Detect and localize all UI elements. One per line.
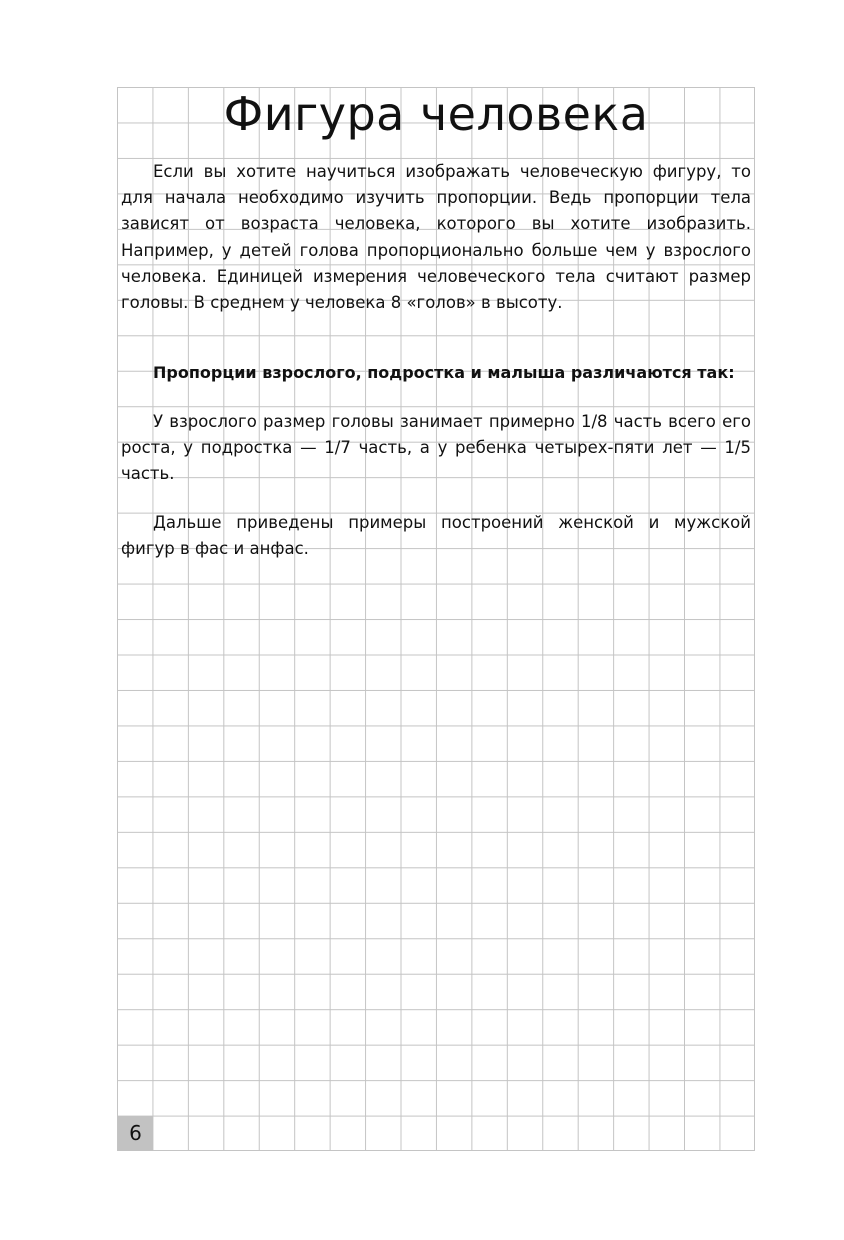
page-title: Фигура человека bbox=[223, 87, 649, 141]
proportions-paragraph: У взрослого размер головы занимает примерно 1/8 часть всего его роста, у подростка — 1/7 часть, а у ребенка четырех-пяти лет — 1/5 часть. bbox=[121, 412, 751, 484]
examples-paragraph: Дальше приведены примеры построений женской и мужской фигур в фас и анфас. bbox=[121, 513, 751, 559]
proportions-subheading: Пропорции взрослого, подростка и малыша различаются так: bbox=[153, 363, 735, 382]
page-number: 6 bbox=[118, 1116, 153, 1151]
intro-paragraph: Если вы хотите научиться изображать человеческую фигуру, то для начала необходимо изучить пропорции. Ведь пропорции тела зависят от возраста человека, которого вы хотите изобразить. Например, у детей голова пропорционально больше чем у взрослого человека. Единицей измерения человеческого тела считают размер головы. В среднем у человека 8 «голов» в высоту. bbox=[121, 162, 751, 313]
